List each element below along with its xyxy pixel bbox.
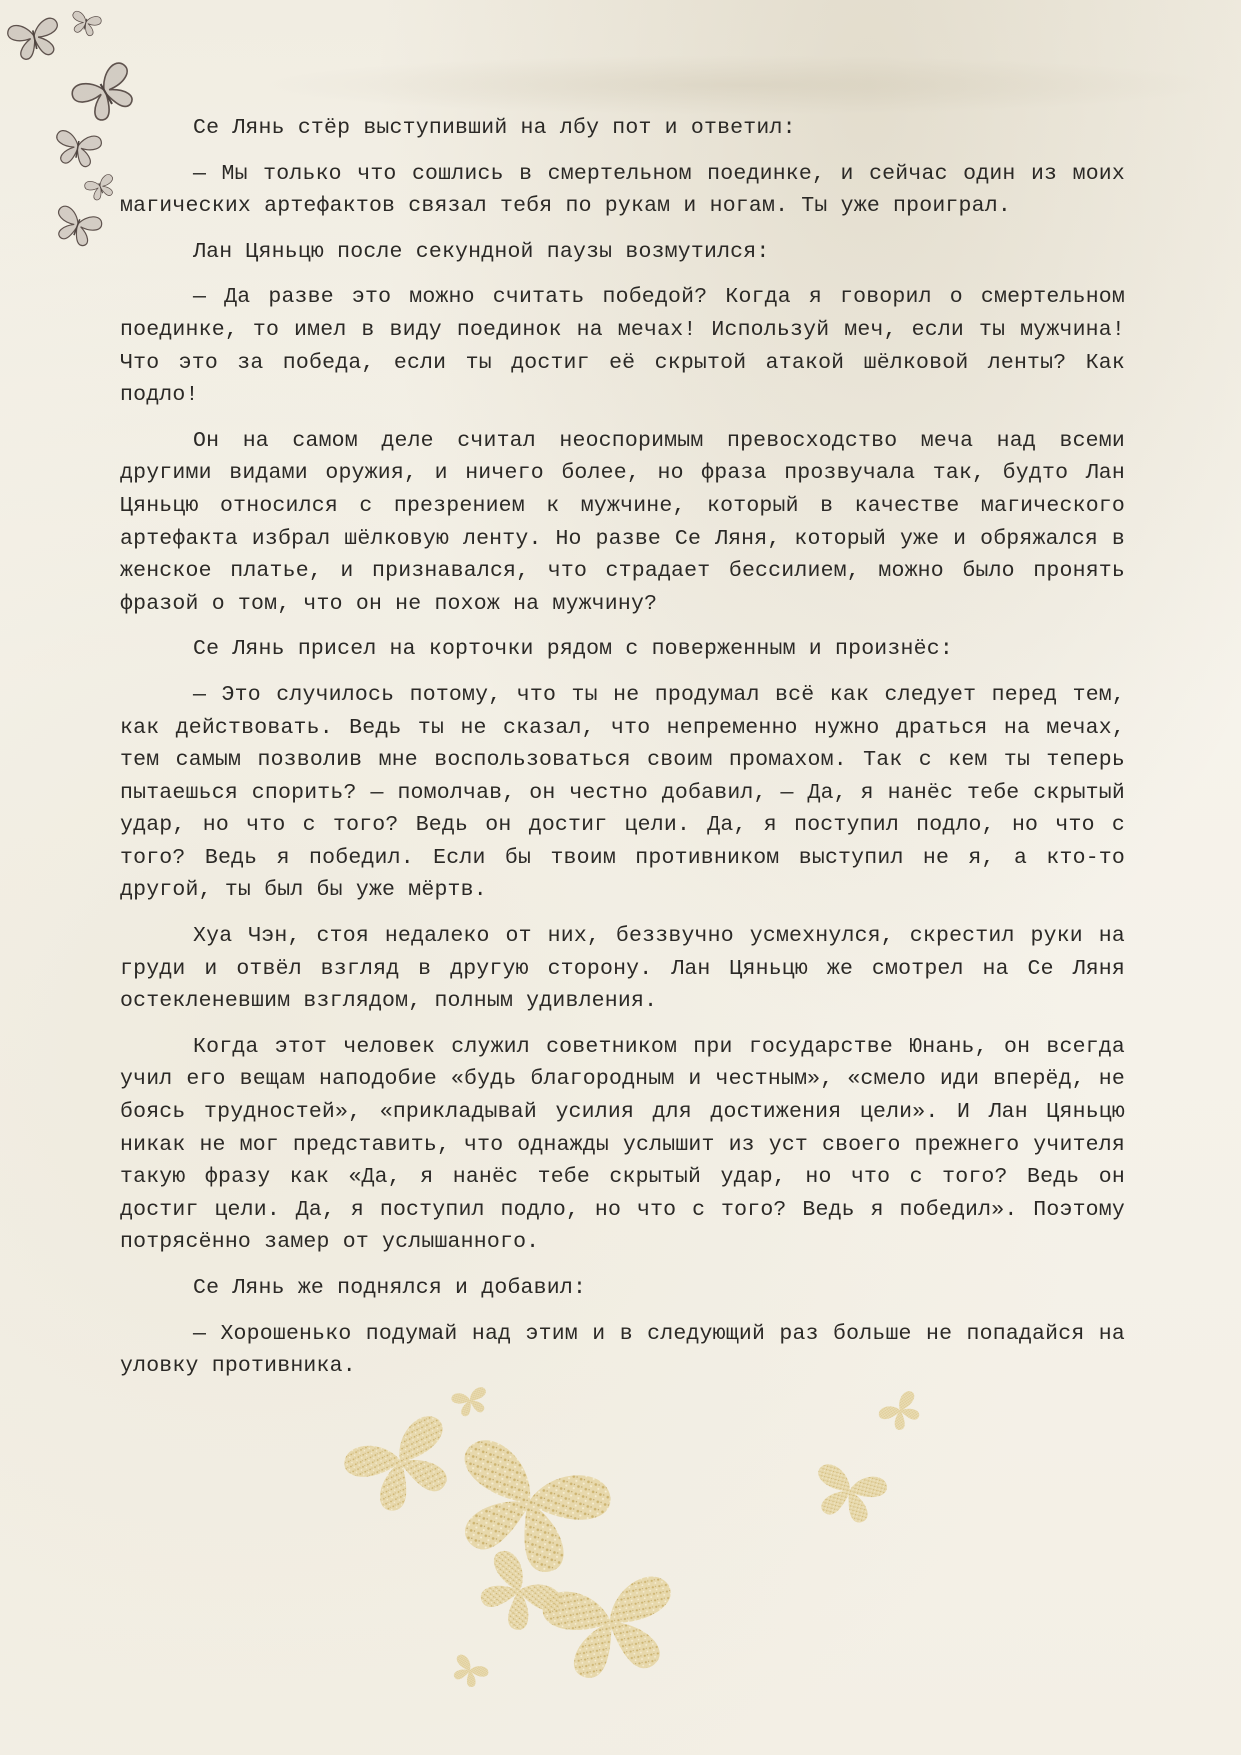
paragraph: Хуа Чэн, стоя недалеко от них, беззвучно усмехнулся, скрестил руки на груди и отвёл взгляд в другую сторону. Лан Цяньцю же смотрел на Се Ляня остекленевшим взглядом, полным удивления.: [120, 924, 1125, 1014]
paragraph: Лан Цяньцю после секундной паузы возмутился:: [193, 239, 770, 264]
paragraph: — Хорошенько подумай над этим и в следующий раз больше не попадайся на уловку противника.: [120, 1321, 1125, 1379]
paragraph: Се Лянь стёр выступивший на лбу пот и ответил:: [193, 116, 796, 140]
paragraph: Он на самом деле считал неоспоримым превосходство меча над всеми другими видами оружия, и ничего более, но фраза прозвучала так, будто Лан Цяньцю относился с презрением к мужчине, который в качестве магического артефакта избрал шёлковую ленту. Но разве Се Ляня, который уже и обряжался в женское платье, и признавался, что страдает бессилием, можно было пронять фразой о том, что он не похож на мужчину?: [120, 428, 1125, 616]
paragraph: — Мы только что сошлись в смертельном поединке, и сейчас один из моих магических артефактов связал тебя по рукам и ногам. Ты уже проиграл.: [120, 161, 1125, 219]
paragraph: — Это случилось потому, что ты не продумал всё как следует перед тем, как действовать. Ведь ты не сказал, что непременно нужно драться на мечах, тем самым позволив мне воспользоваться своим промахом. Так с кем ты теперь пытаешься спорить? — помолчав, он честно добавил, — Да, я нанёс тебе скрытый удар, но что с того? Ведь он достиг цели. Да, я поступил подло, но что с того? Ведь я победил. Если бы твоим противником выступил не я, а кто-то другой, ты был бы уже мёртв.: [120, 682, 1125, 903]
paragraph: — Да разве это можно считать победой? Когда я говорил о смертельном поединке, то имел в виду поединок на мечах! Используй меч, если ты мужчина! Что это за победа, если ты достиг её скрытой атакой шёлковой ленты? Как подло!: [120, 285, 1125, 408]
gold-glitter-butterflies-icon: [320, 1380, 940, 1720]
paragraph: Когда этот человек служил советником при государстве Юнань, он всегда учил его вещам наподобие «будь благородным и честным», «смело иди вперёд, не боясь трудностей», «прикладывай усилия для достижения цели». И Лан Цяньцю никак не мог представить, что однажды услышит из уст своего прежнего учителя такую фразу как «Да, я нанёс тебе скрытый удар, но что с того? Ведь он достиг цели. Да, я поступил подло, но что с того? Ведь я победил». Поэтому потрясённо замер от услышанного.: [120, 1034, 1125, 1255]
paragraph: Се Лянь же поднялся и добавил:: [193, 1276, 587, 1300]
chapter-text: [120, 112, 1125, 1396]
paragraph: Се Лянь присел на корточки рядом с поверженным и произнёс:: [193, 637, 953, 662]
background-smudge: [260, 55, 1220, 115]
